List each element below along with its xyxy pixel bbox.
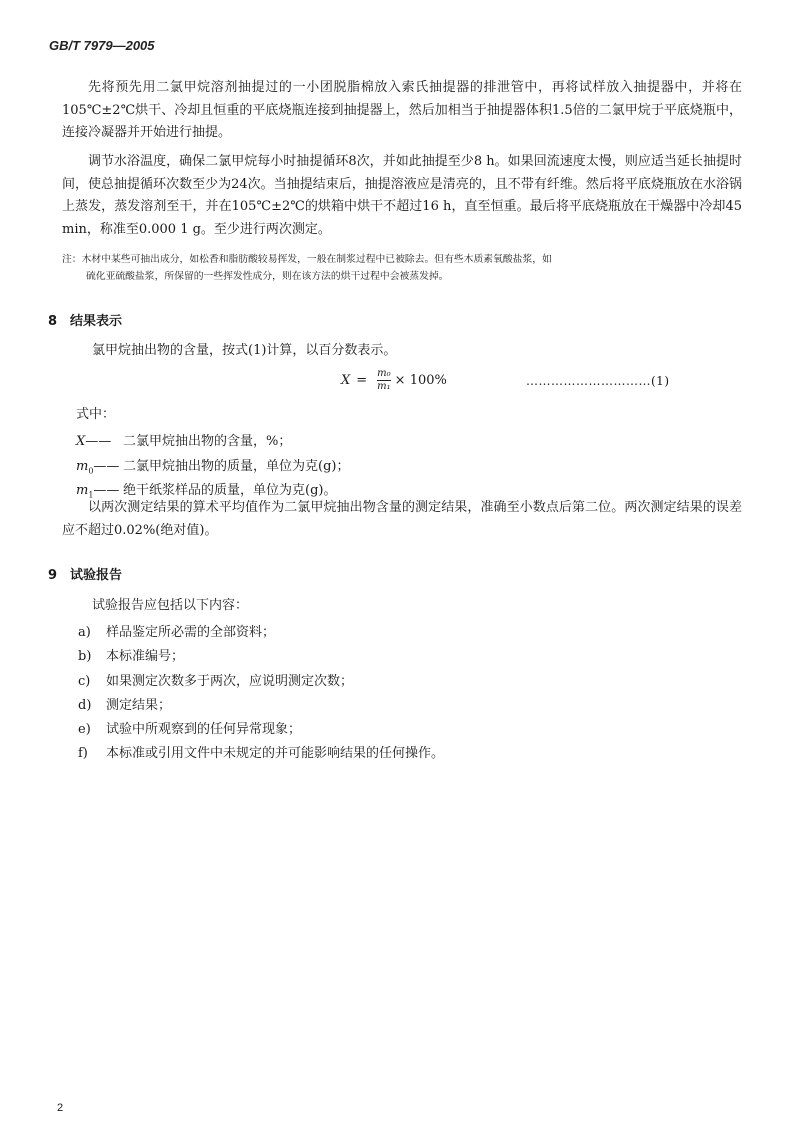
list-item: e) 试验中所观察到的任何异常现象；	[78, 722, 302, 737]
list-item: d) 测定结果；	[78, 698, 172, 713]
formula-denominator: m₁	[377, 381, 391, 392]
standard-code: GB/T 7979—2005	[49, 38, 155, 53]
list-item: f) 本标准或引用文件中未规定的并可能影响结果的任何操作。	[78, 746, 445, 761]
list-item: c) 如果测定次数多于两次，应说明测定次数；	[78, 674, 354, 689]
list-item: a) 样品鉴定所必需的全部资料；	[78, 625, 276, 640]
formula-lhs: X	[341, 373, 351, 388]
section-9-number: 9	[48, 568, 58, 583]
section-9-title: 试验报告	[70, 568, 123, 583]
where-label: 式中：	[76, 407, 116, 422]
definition-symbol: $m_0——$	[76, 459, 120, 476]
definition-symbol: $m_1——$	[76, 483, 120, 500]
formula-times: × 100%	[394, 373, 447, 388]
definition-symbol: X——	[76, 434, 112, 449]
section-8-conclusion: 以两次测定结果的算术平均值作为二氯甲烷抽出物含量的测定结果，准确至小数点后第二位。两次测定结果的误差应不超过0.02%(绝对值)。	[62, 500, 742, 538]
definition-x	[76, 430, 291, 451]
definition-text: 二氯甲烷抽出物的质量，单位为克(g)；	[123, 459, 350, 474]
definition-m0	[76, 455, 349, 476]
section-8-number: 8	[48, 314, 58, 329]
equation-number: …………………………(1)	[526, 374, 670, 388]
section-9-heading	[48, 564, 122, 583]
note-line-2: 硫化亚硫酸盐浆，所保留的一些挥发性成分，则在该方法的烘干过程中会被蒸发掉。	[86, 271, 449, 282]
definition-text: 绝干纸浆样品的质量，单位为克(g)。	[123, 483, 337, 498]
note	[62, 251, 742, 285]
note-line-1: 注：木材中某些可抽出成分，如松香和脂肪酸较易挥发，一般在制浆过程中已被除去。但有些木质素氧酸盐浆，如	[62, 254, 552, 265]
definition-text: 二氯甲烷抽出物的含量，%；	[123, 434, 292, 449]
formula-1	[341, 368, 447, 393]
page-number: 2	[57, 1102, 64, 1114]
formula-equals: =	[356, 373, 368, 388]
section-8-intro: 氯甲烷抽出物的含量，按式(1)计算，以百分数表示。	[92, 343, 397, 358]
formula-numerator: m₀	[377, 368, 391, 379]
section-8-title: 结果表示	[70, 314, 123, 329]
formula-fraction	[377, 368, 391, 393]
paragraph-extraction-procedure: 调节水浴温度，确保二氯甲烷每小时抽提循环8次，并如此抽提至少8 h。如果回流速度太慢，则应适当延长抽提时间，使总抽提循环次数至少为24次。当抽提结束后，抽提溶液应是清亮的，且不带有纤维。然后将平底烧瓶放在水浴锅上蒸发，蒸发溶剂至干，并在105℃±2℃的烘箱中烘干不超过16 h，直至恒重。最后将平底烧瓶放在干燥器中冷却45 min，称准至0.000 1 g。至少进行两次测定。	[62, 154, 742, 237]
list-item: b) 本标准编号；	[78, 649, 185, 664]
section-9-intro: 试验报告应包括以下内容：	[92, 598, 249, 613]
paragraph-extraction-setup: 先将预先用二氯甲烷溶剂抽提过的一小团脱脂棉放入索氏抽提器的排泄管中，再将试样放入抽提器中，并将在105℃±2℃烘干、冷却且恒重的平底烧瓶连接到抽提器上，然后加相当于抽提器体积1.5倍的二氯甲烷于平底烧瓶中，连接冷凝器并开始进行抽提。	[62, 80, 742, 140]
section-8-heading	[48, 310, 122, 329]
